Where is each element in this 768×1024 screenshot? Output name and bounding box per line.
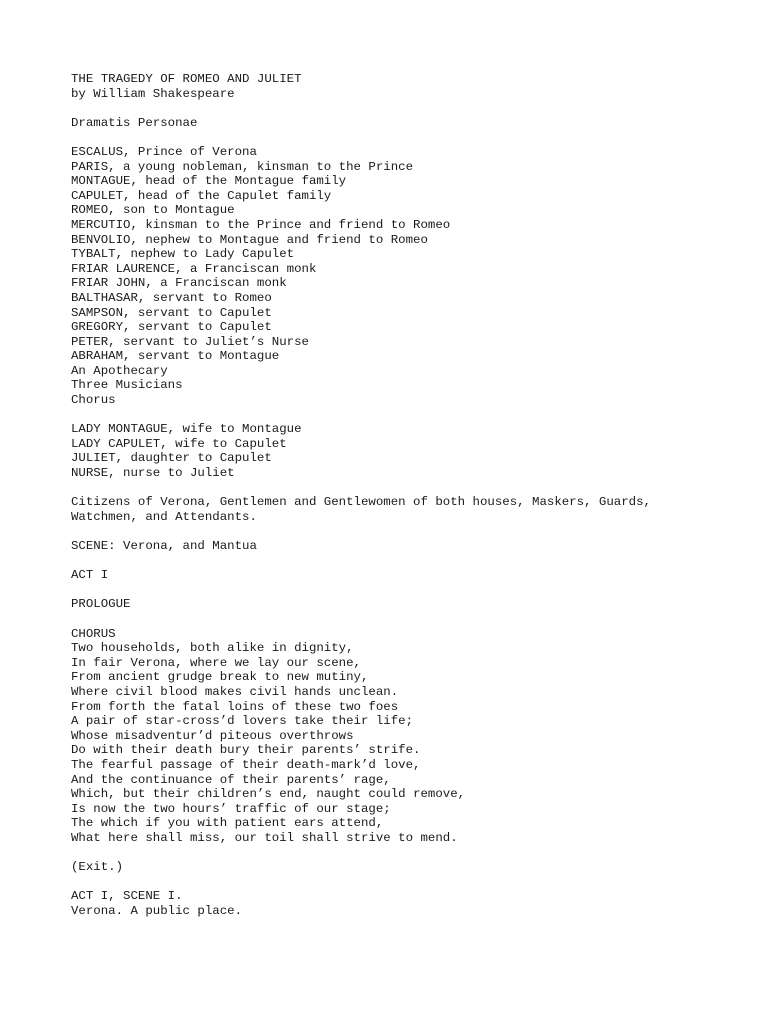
text-line: ABRAHAM, servant to Montague bbox=[71, 349, 280, 364]
text-line: From ancient grudge break to new mutiny, bbox=[71, 670, 369, 685]
text-line: An Apothecary bbox=[71, 363, 168, 378]
text-line: Where civil blood makes civil hands unclean. bbox=[71, 684, 399, 699]
text-line: SAMPSON, servant to Capulet bbox=[71, 305, 272, 320]
text-line: Whose misadventur’d piteous overthrows bbox=[71, 728, 354, 743]
text-line: BALTHASAR, servant to Romeo bbox=[71, 290, 272, 305]
text-line: TYBALT, nephew to Lady Capulet bbox=[71, 247, 295, 262]
text-line: ESCALUS, Prince of Verona bbox=[71, 144, 257, 159]
text-line: Watchmen, and Attendants. bbox=[71, 509, 257, 524]
text-line: LADY MONTAGUE, wife to Montague bbox=[71, 422, 302, 437]
text-line: Do with their death bury their parents’ strife. bbox=[71, 743, 421, 758]
text-line: Is now the two hours’ traffic of our stage; bbox=[71, 801, 391, 816]
text-line: Chorus bbox=[71, 393, 116, 408]
text-line: JULIET, daughter to Capulet bbox=[71, 451, 272, 466]
text-line: MONTAGUE, head of the Montague family bbox=[71, 174, 347, 189]
blank-line bbox=[71, 524, 751, 539]
text-line: Citizens of Verona, Gentlemen and Gentlewomen of both houses, Maskers, Guards, bbox=[71, 495, 651, 510]
blank-line bbox=[71, 875, 751, 890]
blank-line bbox=[71, 583, 751, 598]
text-line: Dramatis Personae bbox=[71, 115, 198, 130]
blank-line bbox=[71, 612, 751, 627]
text-line: Verona. A public place. bbox=[71, 903, 243, 918]
text-line: ROMEO, son to Montague bbox=[71, 203, 235, 218]
text-line: Three Musicians bbox=[71, 378, 183, 393]
blank-line bbox=[71, 845, 751, 860]
text-line: Two households, both alike in dignity, bbox=[71, 641, 354, 656]
text-line: Which, but their children’s end, naught could remove, bbox=[71, 787, 466, 802]
text-line: ACT I, SCENE I. bbox=[71, 889, 183, 904]
blank-line bbox=[71, 481, 751, 496]
text-line: GREGORY, servant to Capulet bbox=[71, 320, 272, 335]
text-line: THE TRAGEDY OF ROMEO AND JULIET bbox=[71, 72, 302, 86]
blank-line bbox=[71, 101, 751, 116]
text-line: NURSE, nurse to Juliet bbox=[71, 466, 235, 481]
text-line: What here shall miss, our toil shall strive to mend. bbox=[71, 830, 458, 845]
text-line: The fearful passage of their death-mark’d love, bbox=[71, 757, 421, 772]
text-line: (Exit.) bbox=[71, 860, 124, 875]
text-line: CHORUS bbox=[71, 626, 116, 641]
text-line: BENVOLIO, nephew to Montague and friend to Romeo bbox=[71, 232, 428, 247]
text-line: MERCUTIO, kinsman to the Prince and friend to Romeo bbox=[71, 217, 451, 232]
text-line: FRIAR LAURENCE, a Franciscan monk bbox=[71, 261, 317, 276]
text-line: SCENE: Verona, and Mantua bbox=[71, 539, 257, 553]
text-line: by William Shakespeare bbox=[71, 86, 235, 101]
blank-line bbox=[71, 130, 751, 145]
text-line: FRIAR JOHN, a Franciscan monk bbox=[71, 276, 287, 291]
text-line: LADY CAPULET, wife to Capulet bbox=[71, 436, 287, 451]
text-line: ACT I bbox=[71, 568, 109, 583]
text-line: PARIS, a young nobleman, kinsman to the Prince bbox=[71, 159, 414, 174]
text-line: In fair Verona, where we lay our scene, bbox=[71, 655, 361, 670]
blank-line bbox=[71, 408, 751, 423]
text-line: CAPULET, head of the Capulet family bbox=[71, 188, 332, 203]
document-body bbox=[71, 72, 751, 918]
text-line: From forth the fatal loins of these two foes bbox=[71, 699, 399, 714]
text-line: The which if you with patient ears attend, bbox=[71, 816, 384, 831]
text-line: A pair of star-cross’d lovers take their life; bbox=[71, 714, 414, 729]
text-line: And the continuance of their parents’ rage, bbox=[71, 772, 391, 787]
text-line: PETER, servant to Juliet’s Nurse bbox=[71, 334, 309, 349]
blank-line bbox=[71, 554, 751, 569]
text-line: PROLOGUE bbox=[71, 597, 131, 612]
